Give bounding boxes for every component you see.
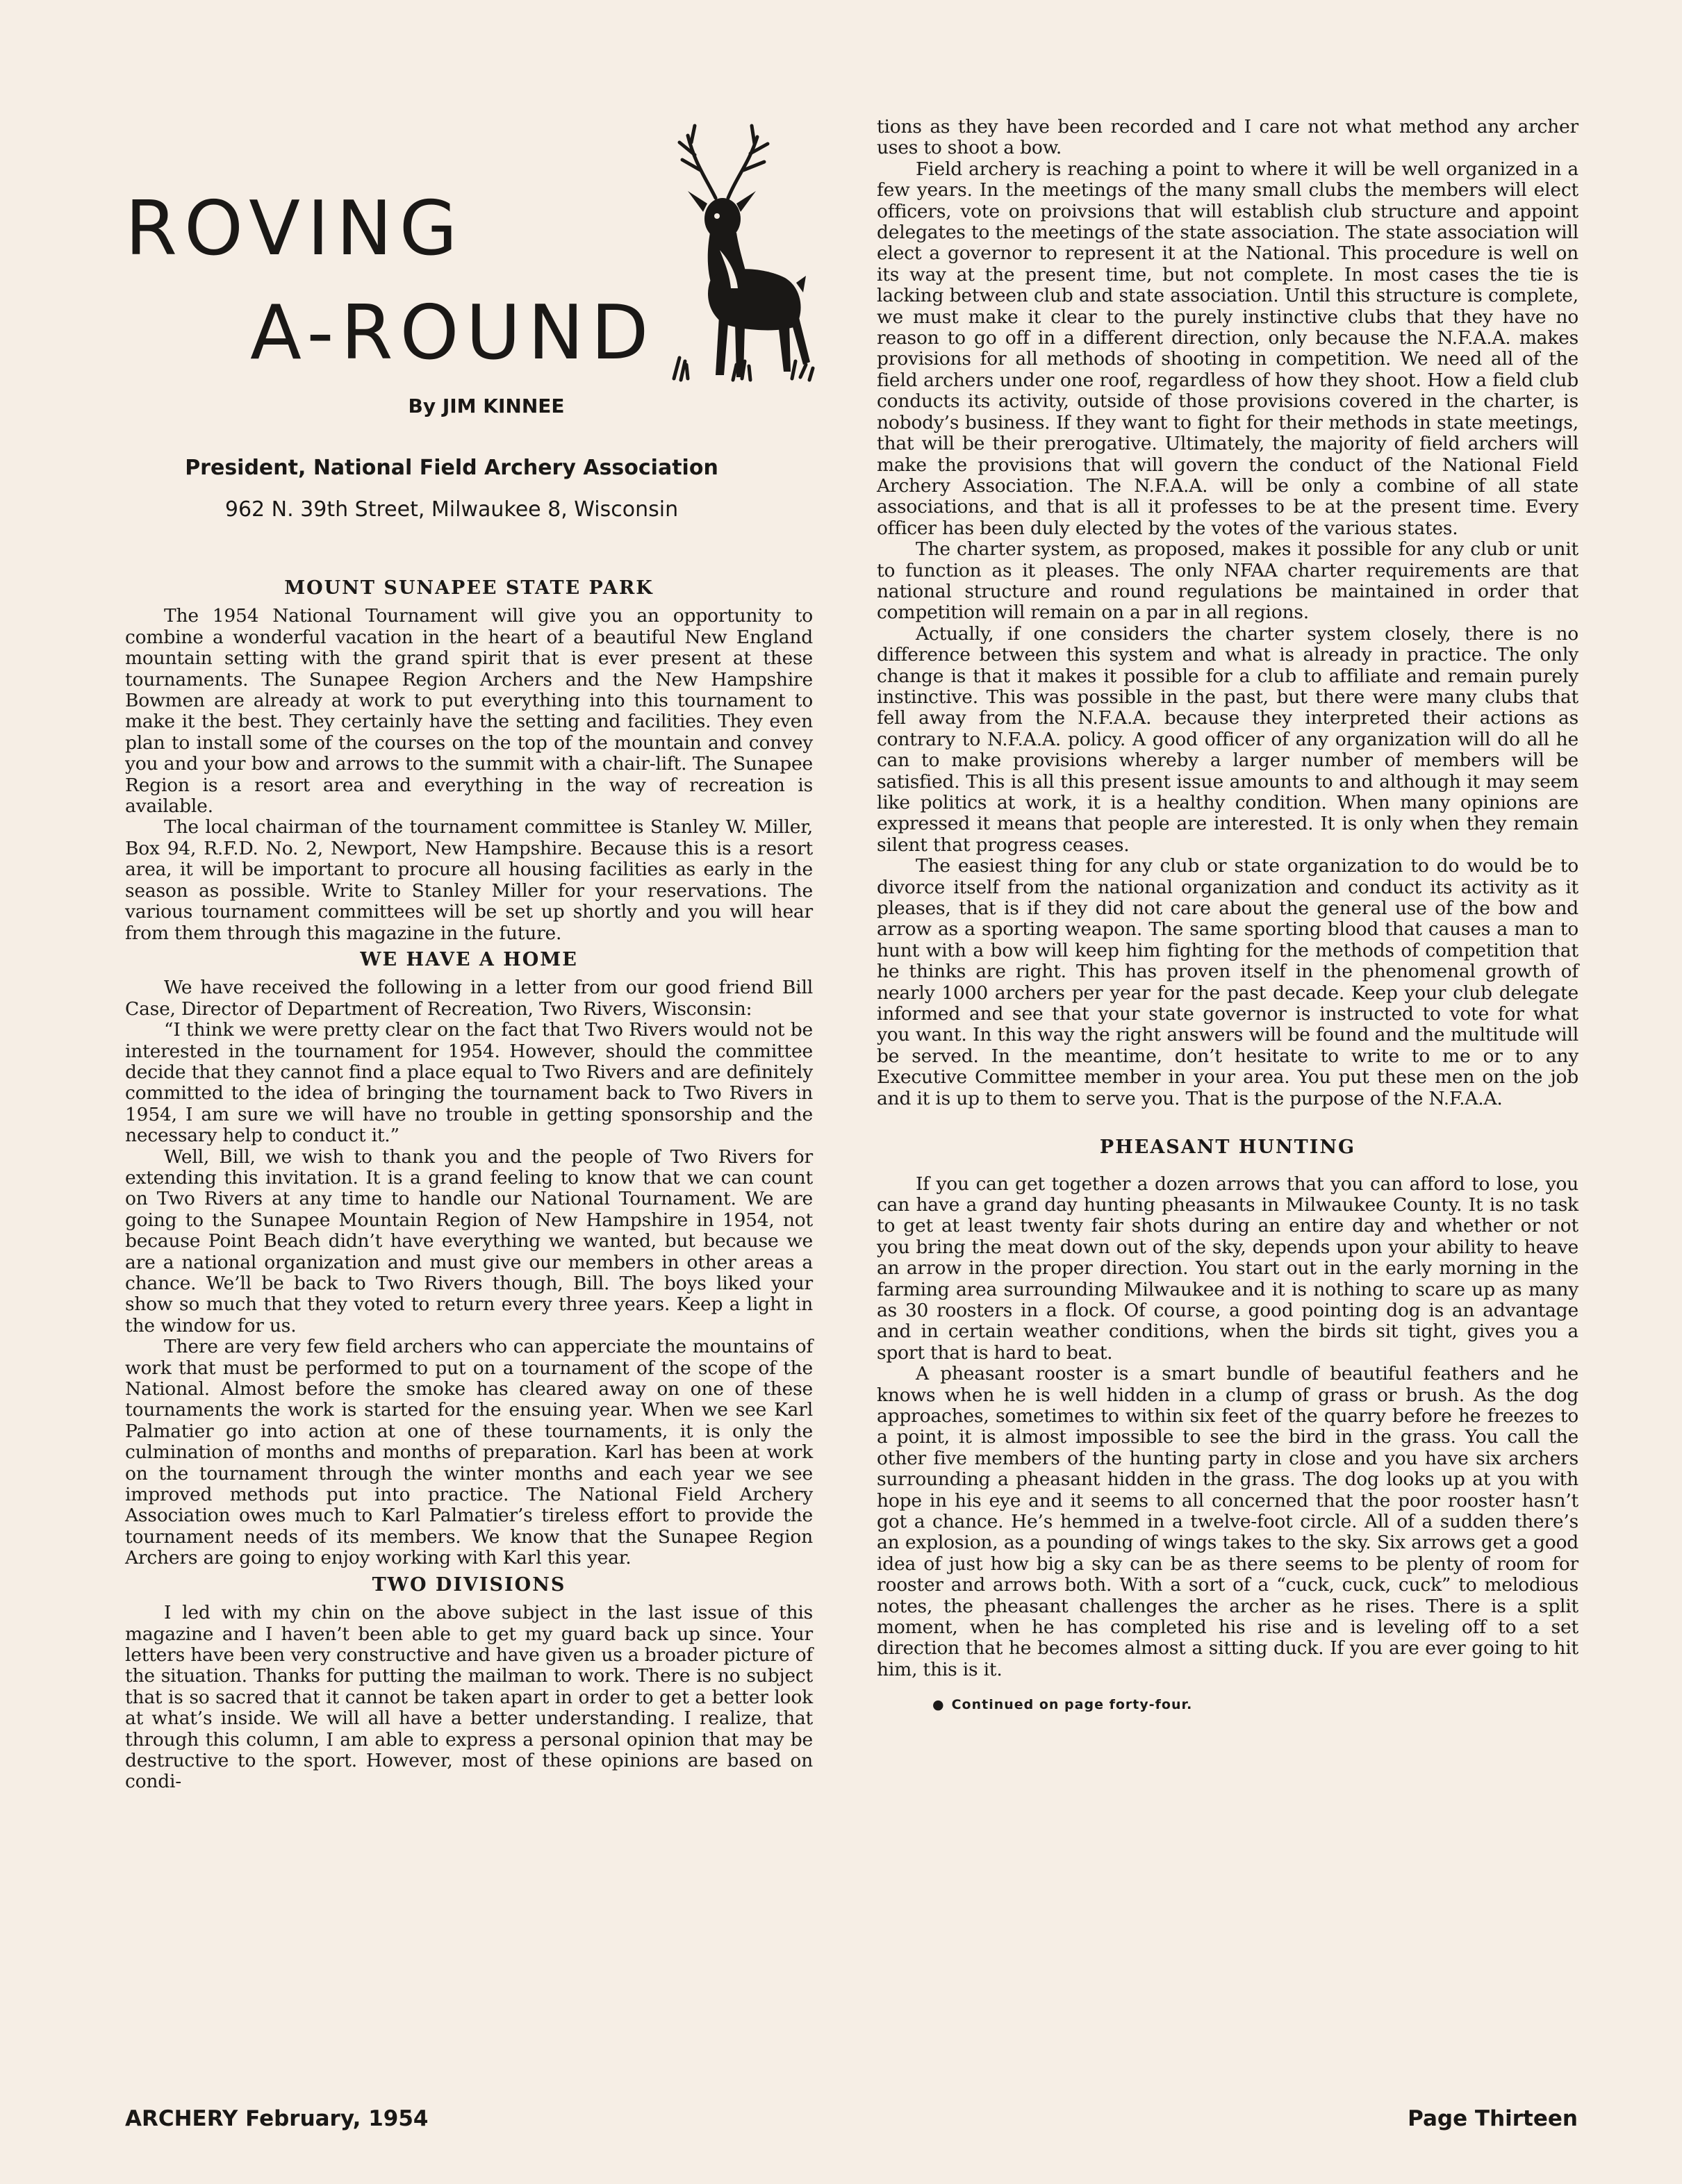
article-title <box>125 177 695 386</box>
continued-note <box>877 1694 1578 1715</box>
section-heading-sunapee: MOUNT SUNAPEE STATE PARK <box>284 577 654 599</box>
title-line-1: ROVING <box>125 185 465 272</box>
right-column <box>877 117 1578 1716</box>
paragraph: Actually, if one considers the charter system closely, there is no difference between this system and what is already in practice. The only change is that it makes it possible for a club to affiliate and remain purely instinctive. This was possible in the past, but there were many clubs that fell away from the N.F.A.A. because they interpreted their actions as contrary to N.F.A.A. policy. A good officer of any organization will do all he can to make provisions whereby a larger number of members will be satisfied. This is all this present issue amounts to and although it may seem like politics at work, it is a healthy condition. When many opinions are expressed it means that people are interested. It is only when they remain silent that progress ceases. <box>877 622 1578 856</box>
paragraph: We have received the following in a letter from our good friend Bill Case, Director of Department of Recreation, Two Rivers, Wisconsin: <box>125 977 813 1020</box>
section-heading-pheasant: PHEASANT HUNTING <box>1099 1136 1356 1159</box>
left-column <box>125 572 813 1793</box>
paragraph: If you can get together a dozen arrows that you can afford to lose, you can have a grand day hunting pheasants in Milwaukee County. It is no task to get at least twenty fair shots during an entire day and whether or not you bring the meat down out of the sky, depends upon your ability to heave an arrow in the proper direction. You start out in the early morning in the farming area surrounding Milwaukee and it is nothing to scare up as many as 30 roosters in a flock. Of course, a good pointing dog is an advantage and in certain weather conditions, when the birds sit tight, gives you a sport that is hard to beat. <box>877 1173 1578 1364</box>
paragraph: The charter system, as proposed, makes it possible for any club or unit to function as it pleases. The only NFAA charter requirements are that national structure and round regulations be maintained in order that competition will remain on a par in all regions. <box>877 538 1578 624</box>
title-line-2: A-ROUND <box>250 290 656 377</box>
paragraph: I led with my chin on the above subject in the last issue of this magazine and I haven’t been able to get my guard back up since. Your letters have been very constructive and have given us a broader picture of the situation. Thanks for putting the mailman to work. There is no subject that is so sacred that it cannot be taken apart in order to get a better look at what’s inside. We will all have a better understanding. I realize, that through this column, I am able to express a personal opinion that may be destructive to the sport. However, most of these opinions are based on condi- <box>125 1602 813 1793</box>
footer-page-number: Page Thirteen <box>1408 2106 1578 2131</box>
footer-magazine-date: ARCHERY February, 1954 <box>125 2106 429 2131</box>
paragraph: “I think we were pretty clear on the fact that Two Rivers would not be interested in the tournament for 1954. However, should the committee decide that they cannot find a place equal to Two Rivers and are definitely committed to the idea of bringing the tournament back to Two Rivers in 1954, I am sure we will have no trouble in getting sponsorship and the necessary help to conduct it.” <box>125 1019 813 1147</box>
author-address: 962 N. 39th Street, Milwaukee 8, Wisconsin <box>224 497 679 522</box>
paragraph: A pheasant rooster is a smart bundle of beautiful feathers and he knows when he is well hidden in a clump of grass or brush. As the dog approaches, sometimes to within six feet of the quarry before he freezes to a point, it is almost impossible to see the bird in the grass. You call the other five members of the hunting party in close and you have six archers surrounding a pheasant hidden in the grass. The dog looks up at you with hope in his eye and it seems to all concerned that the poor rooster hasn’t got a chance. He’s hemmed in a twelve-foot circle. All of a sudden there’s an explosion, as a pounding of wings takes to the sky. Six arrows get a good idea of just how big a sky can be as there seems to be plenty of room for rooster and arrows both. With a sort of a “cuck, cuck, cuck” to melodious notes, the pheasant challenges the archer as he rises. There is a split moment, when he has completed his rise and is leveling off to a set direction that he becomes almost a sitting duck. If you are ever going to hit him, this is it. <box>877 1363 1578 1680</box>
paragraph: tions as they have been recorded and I care not what method any archer uses to shoot a bow. <box>877 116 1578 159</box>
paragraph: There are very few field archers who can apperciate the mountains of work that must be performed to put on a tournament of the scope of the National. Almost before the smoke has cleared away on one of these tournaments the work is started for the ensuing year. When we see Karl Palmatier go into action at one of these tournaments, it is only the culmination of months and months of preparation. Karl has been at work on the tournament through the winter months and each year we see improved methods put into practice. The National Field Archery Association owes much to Karl Palmatier’s tireless effort to provide the tournament needs of its members. We know that the Sunapee Region Archers are going to enjoy working with Karl this year. <box>125 1336 813 1569</box>
byline: By JIM KINNEE <box>408 395 565 417</box>
paragraph: The 1954 National Tournament will give you an opportunity to combine a wonderful vacation in the heart of a beautiful New England mountain setting with the grand spirit that is ever present at these tournaments. The Sunapee Region Archers and the New Hampshire Bowmen are already at work to put everything into this tournament to make it the best. They certainly have the setting and facilities. They even plan to install some of the courses on the top of the mountain and convey you and your bow and arrows to the summit with a chair-lift. The Sunapee Region is a resort area and everything in the way of recreation is available. <box>125 605 813 818</box>
continued-text: Continued on page forty-four. <box>951 1697 1193 1713</box>
bullet-icon: ● <box>932 1697 945 1713</box>
author-affiliation: President, National Field Archery Association <box>185 456 718 480</box>
deer-illustration <box>667 122 827 389</box>
paragraph: The easiest thing for any club or state organization to do would be to divorce itself from the national organization and conduct its activity as it pleases, that is if they did not care about the general use of the bow and arrow as a sporting weapon. The same sporting blood that causes a man to hunt with a bow will keep him fighting for the methods of competition that he thinks are right. This has proven itself in the phenomenal growth of nearly 1000 archers per year for the past decade. Keep your club delegate informed and see that your state governor is instructed to vote for what you want. In this way the right answers will be found and the multitude will be served. In the meantime, don’t hesitate to write to me or to any Executive Committee member in your area. You put these men on the job and it is up to them to serve you. That is the purpose of the N.F.A.A. <box>877 855 1578 1109</box>
paragraph: Field archery is reaching a point to where it will be well organized in a few years. In the meetings of the many small clubs the members will elect officers, vote on proivsions that will establish club structure and appoint delegates to the meetings of the state association. The state association will elect a governor to represent it at the National. This procedure is well on its way at the present time, but not complete. In most cases the tie is lacking between club and state association. Until this structure is complete, we must make it clear to the purely instinctive clubs that they have no reason to go off in a different direction, only because the N.F.A.A. makes provisions for all methods of shooting in competition. We need all of the field archers under one roof, regardless of how they shoot. How a field club conducts its activity, outside of those provisions covered in the charter, is nobody’s business. If they want to fight for their methods in state meetings, that will be their prerogative. Ultimately, the majority of field archers will make the provisions that will govern the conduct of the National Field Archery Association. The N.F.A.A. will be only a combine of all state associations, and that is all it professes to be at the present time. Every officer has been duly elected by the votes of the various states. <box>877 158 1578 539</box>
section-heading-divisions: TWO DIVISIONS <box>372 1573 566 1596</box>
paragraph: Well, Bill, we wish to thank you and the people of Two Rivers for extending this invitation. It is a grand feeling to know that we can count on Two Rivers at any time to handle our National Tournament. We are going to the Sunapee Mountain Region of New Hampshire in 1954, not because Point Beach didn’t have everything we wanted, but because we are a national organization and must give our members in other areas a chance. We’ll be back to Two Rivers though, Bill. The boys liked your show so much that they voted to return every three years. Keep a light in the window for us. <box>125 1145 813 1337</box>
section-heading-home: WE HAVE A HOME <box>360 948 578 970</box>
paragraph: The local chairman of the tournament committee is Stanley W. Miller, Box 94, R.F.D. No. 2, Newport, New Hampshire. Because this is a resort area, it will be important to procure all housing facilities as early in the season as possible. Write to Stanley Miller for your reservations. The various tournament committees will be set up shortly and you will hear from them through this magazine in the future. <box>125 816 813 944</box>
